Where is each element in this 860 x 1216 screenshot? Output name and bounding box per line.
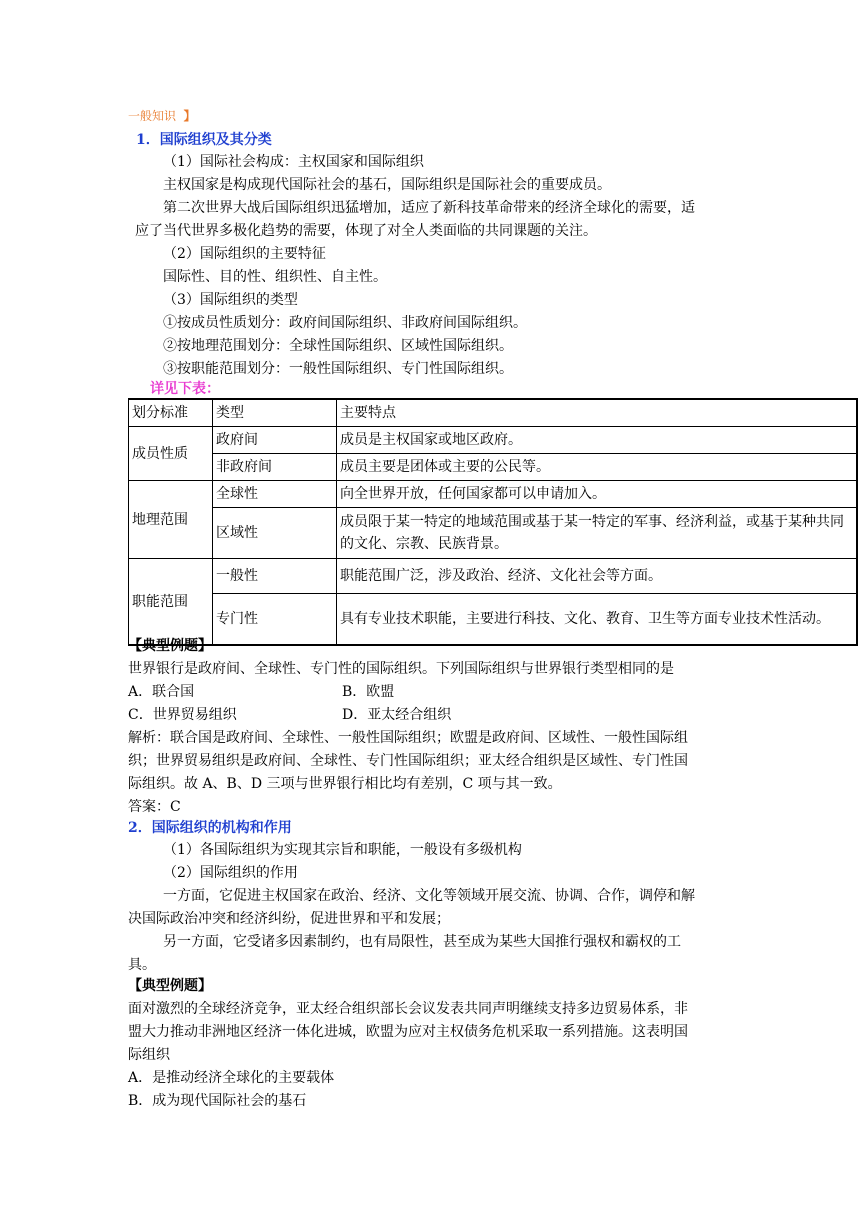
option-b: B．欧盟	[342, 684, 395, 700]
para: （1）国际社会构成：主权国家和国际组织	[163, 154, 424, 170]
option-a: A．是推动经济全球化的主要载体	[128, 1070, 335, 1086]
criterion-cell: 成员性质	[129, 427, 213, 481]
para: ②按地理范围划分：全球性国际组织、区域性国际组织。	[163, 338, 513, 354]
table-row	[129, 559, 857, 594]
feature-cell: 成员限于某一特定的地域范围或基于某一特定的军事、经济利益，或基于某种共同的文化、宗教、民族背景。	[337, 508, 857, 559]
answer: 答案：C	[128, 799, 181, 815]
example-question: 面对激烈的全球经济竞争，亚太经合组织部长会议发表共同声明继续支持多边贸易体系，非	[128, 1001, 688, 1017]
criterion-cell: 地理范围	[129, 481, 213, 559]
table-header-cell: 类型	[213, 399, 337, 427]
para: 第二次世界大战后国际组织迅猛增加，适应了新科技革命带来的经济全球化的需要，适	[163, 200, 695, 216]
heading-1: 1．国际组织及其分类	[136, 132, 272, 148]
analysis-line: 织；世界贸易组织是政府间、全球性、专门性国际组织；亚太经合组织是区域性、专门性国	[128, 753, 688, 769]
feature-cell: 向全世界开放，任何国家都可以申请加入。	[337, 481, 857, 508]
analysis-line: 解析：联合国是政府间、全球性、一般性国际组织；欧盟是政府间、区域性、一般性国际组	[128, 730, 688, 746]
para: ①按成员性质划分：政府间国际组织、非政府间国际组织。	[163, 315, 527, 331]
classification-table	[128, 398, 858, 646]
para: 一方面，它促进主权国家在政治、经济、文化等领域开展交流、协调、合作，调停和解	[163, 888, 695, 904]
criterion-cell: 职能范围	[129, 559, 213, 646]
example-title: 【典型例题】	[128, 638, 212, 654]
example-question: 世界银行是政府间、全球性、专门性的国际组织。下列国际组织与世界银行类型相同的是	[128, 661, 674, 677]
feature-cell: 职能范围广泛，涉及政治、经济、文化社会等方面。	[337, 559, 857, 594]
section-label	[128, 106, 196, 126]
table-row	[129, 508, 857, 559]
para: 主权国家是构成现代国际社会的基石，国际组织是国际社会的重要成员。	[163, 177, 611, 193]
para: 国际性、目的性、组织性、自主性。	[163, 269, 387, 285]
option-d: D．亚太经合组织	[342, 707, 452, 723]
table-row	[129, 481, 857, 508]
option-a: A．联合国	[128, 684, 195, 700]
analysis-line: 际组织。故 A、B、D 三项与世界银行相比均有差别，C 项与其一致。	[128, 776, 562, 792]
table-header-cell: 主要特点	[337, 399, 857, 427]
see-table-label: 详见下表：	[150, 381, 220, 397]
option-c: C．世界贸易组织	[128, 707, 237, 723]
para: ③按职能范围划分：一般性国际组织、专门性国际组织。	[163, 361, 513, 377]
type-cell: 非政府间	[213, 454, 337, 481]
feature-cell: 成员是主权国家或地区政府。	[337, 427, 857, 454]
para: （3）国际组织的类型	[163, 292, 298, 308]
example-question: 际组织	[128, 1047, 170, 1063]
para: （1）各国际组织为实现其宗旨和职能，一般设有多级机构	[163, 842, 522, 858]
type-cell: 区域性	[213, 508, 337, 559]
para: 具。	[128, 957, 156, 973]
example-title: 【典型例题】	[128, 978, 212, 994]
table-header-cell: 划分标准	[129, 399, 213, 427]
option-b: B．成为现代国际社会的基石	[128, 1093, 307, 1109]
type-cell: 全球性	[213, 481, 337, 508]
para: （2）国际组织的主要特征	[163, 246, 326, 262]
bracket: 】	[183, 109, 196, 123]
para: 决国际政治冲突和经济纠纷，促进世界和平和发展；	[128, 911, 450, 927]
heading-2: 2．国际组织的机构和作用	[128, 820, 292, 836]
para: （2）国际组织的作用	[163, 865, 298, 881]
type-cell: 专门性	[213, 594, 337, 646]
example-question: 盟大力推动非洲地区经济一体化进城，欧盟为应对主权债务危机采取一系列措施。这表明国	[128, 1024, 688, 1040]
type-cell: 一般性	[213, 559, 337, 594]
table-header-row	[129, 399, 857, 427]
table-row	[129, 454, 857, 481]
feature-cell: 具有专业技术职能，主要进行科技、文化、教育、卫生等方面专业技术性活动。	[337, 594, 857, 646]
table-row	[129, 427, 857, 454]
para: 应了当代世界多极化趋势的需要，体现了对全人类面临的共同课题的关注。	[135, 223, 597, 239]
type-cell: 政府间	[213, 427, 337, 454]
feature-cell: 成员主要是团体或主要的公民等。	[337, 454, 857, 481]
para: 另一方面，它受诸多因素制约，也有局限性，甚至成为某些大国推行强权和霸权的工	[163, 934, 681, 950]
section-label-text: 一般知识	[128, 109, 177, 123]
table-row	[129, 594, 857, 646]
